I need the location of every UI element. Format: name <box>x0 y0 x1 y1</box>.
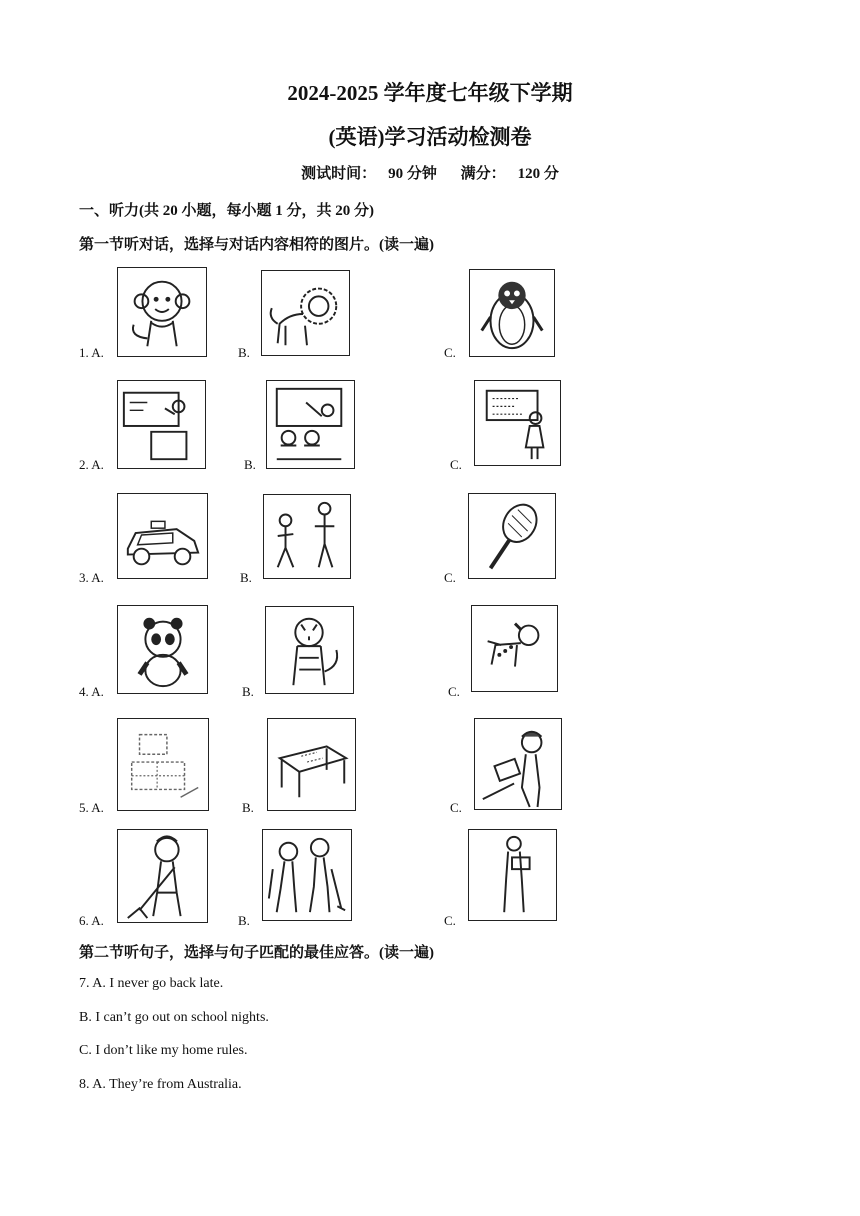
option-b-label: B. <box>242 684 254 699</box>
time-label: 测试时间： <box>301 166 377 182</box>
answer-option: 7. A. I never go back late. <box>79 976 224 991</box>
kids-gardening-icon <box>262 829 352 921</box>
teacher-at-desk-icon <box>117 380 206 469</box>
table-icon <box>267 718 356 811</box>
option-c-label: C. <box>450 457 462 472</box>
question-number: 1. A. <box>79 345 104 360</box>
penguin-icon <box>469 269 555 357</box>
teacher-with-students-icon <box>266 380 355 469</box>
time-value: 90 分钟 <box>388 166 437 182</box>
boy-sweeping-icon <box>117 829 208 923</box>
exam-title-line2: (英语)学习活动检测卷 <box>328 125 532 149</box>
option-b-label: B. <box>242 800 254 815</box>
lion-icon <box>261 270 350 356</box>
dog-icon <box>471 605 558 692</box>
option-b-label: B. <box>238 345 250 360</box>
option-b-label: B. <box>238 913 250 928</box>
option-c-label: C. <box>444 570 456 585</box>
answer-option: 8. A. They’re from Australia. <box>79 1077 242 1092</box>
question-row-1 <box>0 261 860 361</box>
taxi-icon <box>117 493 208 579</box>
question-number: 6. A. <box>79 913 104 928</box>
option-c-label: C. <box>450 800 462 815</box>
option-c-label: C. <box>448 684 460 699</box>
boy-holding-icon <box>468 829 557 921</box>
girl-at-blackboard-icon <box>474 380 561 466</box>
question-row-5 <box>0 716 860 816</box>
question-row-3 <box>0 486 860 586</box>
answer-option: C. I don’t like my home rules. <box>79 1043 248 1058</box>
question-number: 5. A. <box>79 800 104 815</box>
question-number: 4. A. <box>79 684 104 699</box>
question-row-2 <box>0 373 860 473</box>
question-number: 3. A. <box>79 570 104 585</box>
question-row-4 <box>0 600 860 700</box>
walking-boys-icon <box>263 494 351 579</box>
question-row-6 <box>0 829 860 929</box>
score-value: 120 分 <box>517 166 559 182</box>
option-b-label: B. <box>244 457 256 472</box>
panda-icon <box>117 605 208 694</box>
option-c-label: C. <box>444 345 456 360</box>
part2-heading: 第二节听句子，选择与句子匹配的最佳应答。(读一遍) <box>79 945 434 961</box>
answer-option: B. I can’t go out on school nights. <box>79 1010 269 1025</box>
section-heading: 一、听力(共 20 小题，每小题 1 分，共 20 分) <box>79 203 374 219</box>
option-b-label: B. <box>240 570 252 585</box>
exam-meta <box>0 162 860 183</box>
monkey-icon <box>117 267 207 357</box>
tennis-racket-icon <box>468 493 556 579</box>
exam-title-line1: 2024-2025 学年度七年级下学期 <box>287 81 573 105</box>
kitchen-icon <box>117 718 209 811</box>
score-label: 满分： <box>460 166 506 182</box>
option-c-label: C. <box>444 913 456 928</box>
man-reading-icon <box>474 718 562 810</box>
part1-heading: 第一节听对话，选择与对话内容相符的图片。(读一遍) <box>79 237 434 253</box>
tiger-icon <box>265 606 354 694</box>
question-number: 2. A. <box>79 457 104 472</box>
